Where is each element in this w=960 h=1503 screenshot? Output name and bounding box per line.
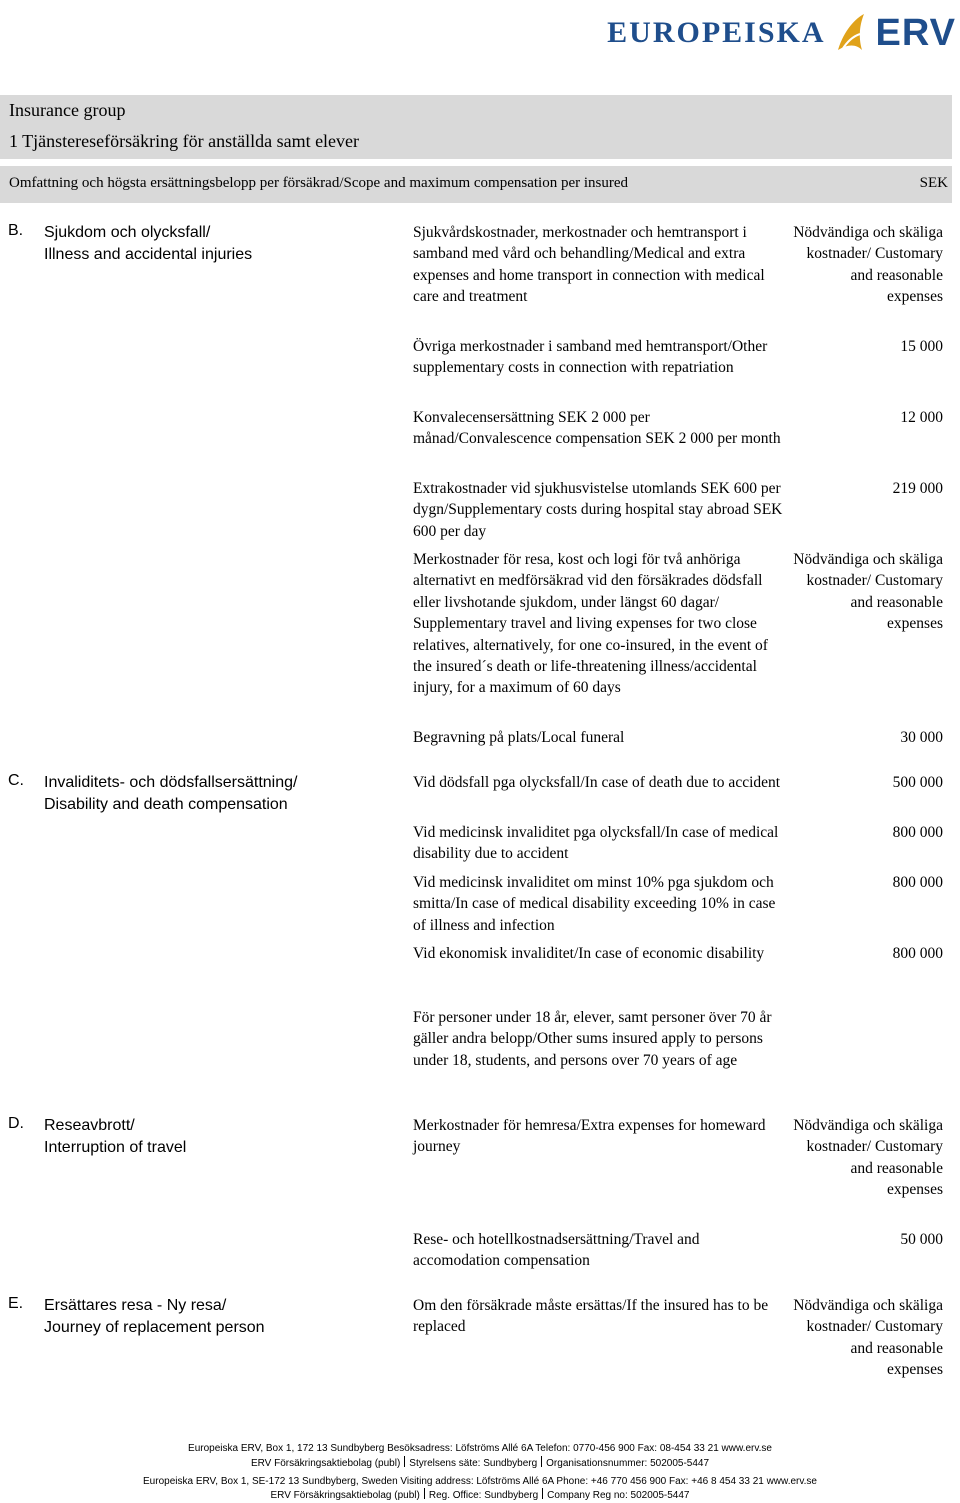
document-title: Insurance group xyxy=(9,100,126,120)
footer-divider xyxy=(424,1488,425,1499)
coverage-amount: Nödvändiga och skäliga kostnader/ Customary and reasonable expenses xyxy=(793,224,943,306)
coverage-amount: 800 000 xyxy=(892,874,943,891)
coverage-note: För personer under 18 år, elever, samt personer över 70 år gäller andra belopp/Other sums insured apply to persons under 18, students, and persons over 70 years of age xyxy=(413,1009,772,1069)
section-d-title-en: Interruption of travel xyxy=(44,1139,187,1156)
section-d-letter: D. xyxy=(8,1115,24,1132)
company-logo xyxy=(607,8,956,58)
footer-divider xyxy=(404,1456,405,1467)
footer-seat: Styrelsens säte: Sundbyberg xyxy=(409,1458,538,1469)
footer-divider xyxy=(542,1488,543,1499)
coverage-description: Rese- och hotellkostnadsersättning/Travel and accomodation compensation xyxy=(413,1231,700,1270)
section-b-title-sv: Sjukdom och olycksfall/ xyxy=(44,224,211,241)
footer-reg-office: Reg. Office: Sundbyberg xyxy=(428,1490,539,1501)
section-e-title-sv: Ersättares resa - Ny resa/ xyxy=(44,1297,227,1314)
coverage-description: Konvalecensersättning SEK 2 000 per månad/Convalescence compensation SEK 2 000 per month xyxy=(413,409,781,448)
coverage-amount: Nödvändiga och skäliga kostnader/ Customary and reasonable expenses xyxy=(793,551,943,633)
section-d-title xyxy=(44,1115,384,1159)
coverage-description: Vid medicinsk invaliditet pga olycksfall/In case of medical disability due to accident xyxy=(413,824,779,863)
coverage-amount: Nödvändiga och skäliga kostnader/ Customary and reasonable expenses xyxy=(793,1297,943,1379)
document-subtitle: 1 Tjänstereseförsäkring för anställda samt elever xyxy=(9,131,360,151)
footer-en-address: Europeiska ERV, Box 1, SE-172 13 Sundbyberg, Sweden Visiting address: Löfströms Allé 6A Phone: +46 770 456 900 Fax: +46 8 454 33 21 www.erv.se xyxy=(143,1476,817,1487)
section-c-title-en: Disability and death compensation xyxy=(44,796,288,813)
coverage-description: Vid dödsfall pga olycksfall/In case of death due to accident xyxy=(413,774,781,791)
coverage-amount: 219 000 xyxy=(892,480,943,497)
footer-divider xyxy=(541,1456,542,1467)
section-d-title-sv: Reseavbrott/ xyxy=(44,1117,135,1134)
section-b-title xyxy=(44,222,384,266)
footer-company: ERV Försäkringsaktiebolag (publ) xyxy=(250,1458,401,1469)
coverage-description: Vid ekonomisk invaliditet/In case of economic disability xyxy=(413,945,765,962)
coverage-description: Övriga merkostnader i samband med hemtransport/Other supplementary costs in connection with repatriation xyxy=(413,338,768,377)
logo-erv: ERV xyxy=(875,11,956,54)
coverage-amount: 15 000 xyxy=(900,338,943,355)
footer-org-number: Organisationsnummer: 502005-5447 xyxy=(546,1458,710,1469)
footer-sv-address: Europeiska ERV, Box 1, 172 13 Sundbyberg Besöksadress: Löfströms Allé 6A Telefon: 0770-456 900 Fax: 08-454 33 21 www.erv.se xyxy=(188,1443,772,1454)
coverage-description: Vid medicinsk invaliditet om minst 10% pga sjukdom och smitta/In case of medical disability exceeding 10% in case of illness and infection xyxy=(413,874,776,934)
coverage-description: Om den försäkrade måste ersättas/If the insured has to be replaced xyxy=(413,1297,769,1336)
coverage-amount: 30 000 xyxy=(900,729,943,746)
currency-heading: SEK xyxy=(919,175,948,191)
coverage-description: Begravning på plats/Local funeral xyxy=(413,729,625,746)
footer-company-reg: Company Reg no: 502005-5447 xyxy=(547,1490,690,1501)
coverage-description: Merkostnader för resa, kost och logi för två anhöriga alternativt en medförsäkrad vid den försäkrades dödsfall eller livshotande sjukdom, under längst 60 dagar/ Supplementary travel and living expenses for two close relatives, alternatively, for one co-insured, in the event of the insured´s death or life-threatening illness/accidental injury, for a maximum of 60 days xyxy=(413,551,768,697)
footer-company: ERV Försäkringsaktiebolag (publ) xyxy=(270,1490,420,1501)
coverage-amount: Nödvändiga och skäliga kostnader/ Customary and reasonable expenses xyxy=(793,1117,943,1199)
section-b-title-en: Illness and accidental injuries xyxy=(44,246,253,263)
coverage-description: Sjukvårdskostnader, merkostnader och hemtransport i samband med vård och behandling/Medical and extra expenses and home transport in connection with medical care and treatment xyxy=(413,224,765,306)
section-e-letter: E. xyxy=(8,1295,24,1312)
coverage-amount: 50 000 xyxy=(900,1231,943,1248)
coverage-amount: 800 000 xyxy=(892,824,943,841)
section-b-letter: B. xyxy=(8,222,24,239)
scope-heading: Omfattning och högsta ersättningsbelopp per försäkrad/Scope and maximum compensation per insured xyxy=(9,175,629,191)
section-e-title-en: Journey of replacement person xyxy=(44,1319,265,1336)
section-c-title xyxy=(44,772,384,816)
coverage-description: Extrakostnader vid sjukhusvistelse utomlands SEK 600 per dygn/Supplementary costs during hospital stay abroad SEK 600 per day xyxy=(413,480,783,540)
section-c-letter: C. xyxy=(8,772,24,789)
footer-sv-registration xyxy=(0,1456,960,1471)
logo-wordmark: EUROPEISKA xyxy=(607,16,826,49)
section-e-title xyxy=(44,1295,384,1339)
coverage-amount: 800 000 xyxy=(892,945,943,962)
section-c-title-sv: Invaliditets- och dödsfallsersättning/ xyxy=(44,774,298,791)
logo-swoosh-icon xyxy=(834,10,868,56)
coverage-amount: 500 000 xyxy=(892,774,943,791)
coverage-description: Merkostnader för hemresa/Extra expenses for homeward journey xyxy=(413,1117,766,1156)
coverage-amount: 12 000 xyxy=(900,409,943,426)
